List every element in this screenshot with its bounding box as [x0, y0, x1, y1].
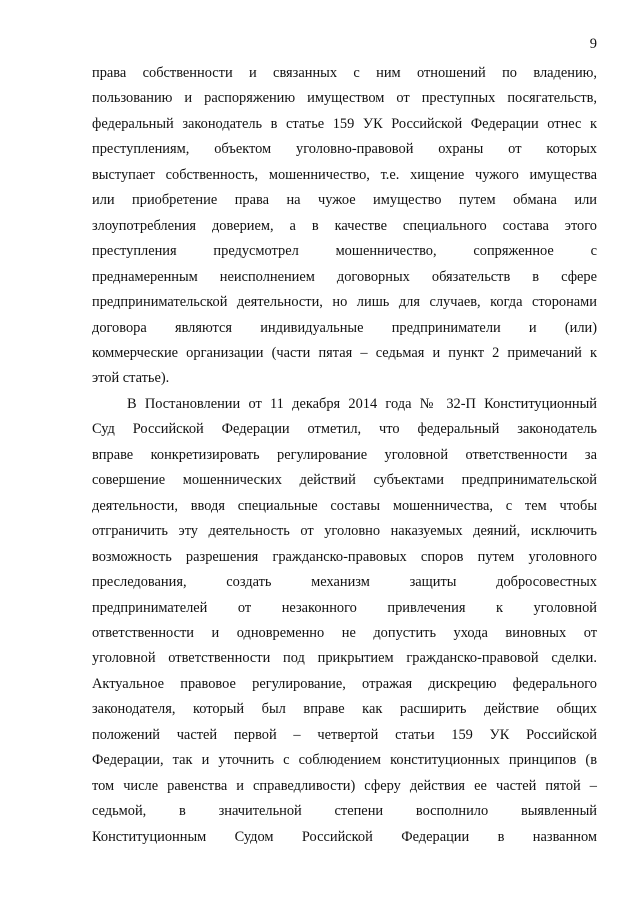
- text-line: В Постановлении от 11 декабря 2014 года № 32-П Конституционный: [127, 395, 597, 412]
- page-number: 9: [589, 36, 597, 52]
- text-line: выступает собственность, мошенничество, т.е. хищение чужого имущества: [92, 166, 597, 183]
- text-line: или приобретение права на чужое имущество путем обмана или: [92, 192, 597, 209]
- text-line: пользованию и распоряжению имуществом от преступных посягательств,: [92, 90, 597, 107]
- text-line: вправе конкретизировать регулирование уголовной ответственности за: [92, 446, 597, 463]
- text-line: предпринимательской деятельности, но лишь для случаев, когда сторонами: [92, 294, 597, 311]
- text-line: этой статье).: [92, 370, 170, 387]
- text-line: уголовной ответственности под прикрытием гражданско-правовой сделки.: [92, 650, 597, 667]
- text-line: преступлениям, объектом уголовно-правовой охраны от которых: [92, 141, 597, 158]
- text-line: ответственности и одновременно не допустить ухода виновных от: [92, 624, 597, 641]
- text-line: Суд Российской Федерации отметил, что федеральный законодатель: [92, 421, 597, 438]
- text-line: злоупотребления доверием, а в качестве специального состава этого: [92, 217, 597, 234]
- text-line: Федерации, так и уточнить с соблюдением конституционных принципов (в: [92, 752, 597, 769]
- text-line: деятельности, вводя специальные составы мошенничества, с тем чтобы: [92, 497, 597, 514]
- text-line: отграничить эту деятельность от уголовно наказуемых деяний, исключить: [92, 523, 597, 540]
- text-line: преднамеренным неисполнением договорных обязательств в сфере: [92, 268, 597, 285]
- text-line: договора являются индивидуальные предприниматели и (или): [92, 319, 597, 336]
- text-line: права собственности и связанных с ним отношений по владению,: [92, 65, 597, 81]
- text-line: преследования, создать механизм защиты добросовестных: [92, 574, 597, 591]
- text-line: седьмой, в значительной степени восполнило выявленный: [92, 803, 597, 820]
- text-line: предпринимателей от незаконного привлечения к уголовной: [92, 599, 597, 616]
- text-line: федеральный законодатель в статье 159 УК Российской Федерации отнес к: [92, 115, 597, 132]
- text-line: Конституционным Судом Российской Федерации в названном: [92, 828, 597, 845]
- document-body: [92, 61, 597, 850]
- text-line: возможность разрешения гражданско-правовых споров путем уголовного: [92, 548, 597, 565]
- text-line: совершение мошеннических действий субъектами предпринимательской: [92, 472, 597, 489]
- text-line: том числе равенства и справедливости) сферу действия ее частей пятой –: [92, 777, 597, 794]
- text-line: коммерческие организации (части пятая – седьмая и пункт 2 примечаний к: [92, 344, 597, 361]
- text-line: преступления предусмотрел мошенничество, сопряженное с: [92, 243, 597, 260]
- text-line: положений частей первой – четвертой статьи 159 УК Российской: [92, 726, 597, 743]
- text-line: законодателя, который был вправе как расширить действие общих: [92, 701, 597, 718]
- text-line: Актуальное правовое регулирование, отражая дискрецию федерального: [92, 675, 597, 692]
